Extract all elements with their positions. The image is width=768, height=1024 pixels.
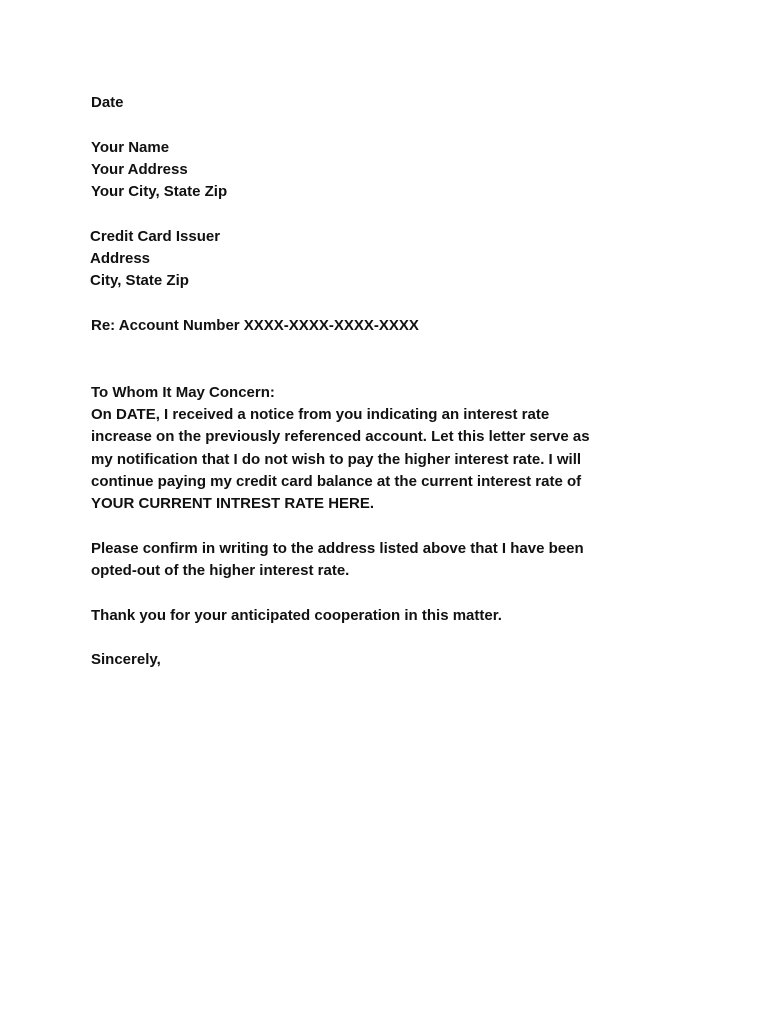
paragraph-line: opted-out of the higher interest rate. [91,562,350,580]
spacer [91,516,691,538]
paragraph-line: continue paying my credit card balance at the current interest rate of [91,473,582,491]
paragraph-line: Thank you for your anticipated cooperation in this matter. [91,606,502,624]
spacer [91,627,691,649]
spacer [91,203,691,225]
body-paragraph-1 [91,404,691,515]
spacer [91,293,691,315]
sender-name: Your Name [91,138,170,156]
recipient-block [90,226,691,293]
body-paragraph-3 [91,605,691,627]
recipient-city: City, State Zip [90,272,189,290]
paragraph-line: increase on the previously referenced account. Let this letter serve as [91,428,590,446]
paragraph-line: On DATE, I received a notice from you indicating an interest rate [91,406,550,424]
body-paragraph-2 [91,538,691,583]
letter-date: Date [91,94,124,111]
sender-block [91,137,691,204]
sender-city: Your City, State Zip [91,183,228,201]
recipient-address: Address [90,250,151,268]
closing: Sincerely, [91,651,161,669]
recipient-name: Credit Card Issuer [90,227,221,245]
paragraph-line: YOUR CURRENT INTREST RATE HERE. [91,495,375,513]
sender-address: Your Address [91,160,188,178]
spacer [91,114,691,136]
spacer [91,583,691,605]
spacer [91,337,691,382]
paragraph-line: my notification that I do not wish to pay the higher interest rate. I will [91,450,582,468]
reference-line: Re: Account Number XXXX-XXXX-XXXX-XXXX [91,316,419,334]
salutation: To Whom It May Concern: [91,383,275,401]
paragraph-line: Please confirm in writing to the address listed above that I have been [91,539,584,557]
letter-body [91,92,691,672]
